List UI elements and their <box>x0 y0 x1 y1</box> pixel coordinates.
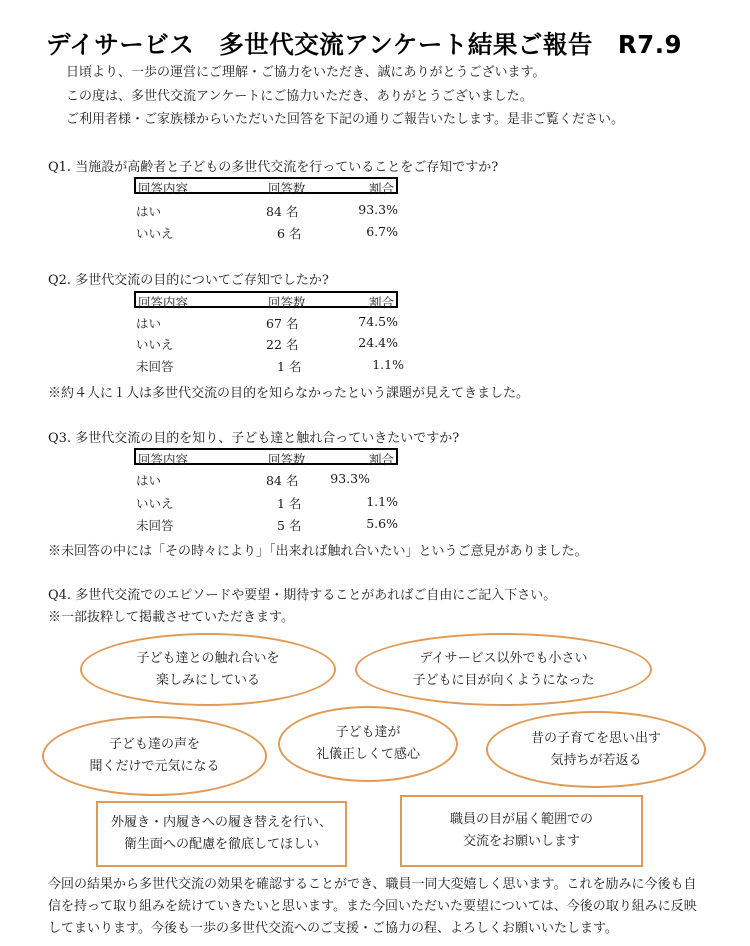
intro-line-2: この度は、多世代交流アンケートにご協力いただき、ありがとうございました。 <box>66 89 533 104</box>
row-count: 6 名 <box>277 226 302 241</box>
row-label: はい <box>136 473 162 488</box>
row-label: いいえ <box>136 496 174 511</box>
row-count: 22 名 <box>266 337 299 352</box>
row-ratio: 24.4% <box>358 335 398 350</box>
header-ratio: 割合 <box>368 295 394 310</box>
intro-line-1: 日頃より、一歩の運営にご理解・ご協力をいただき、誠にありがとうございます。 <box>66 65 546 80</box>
header-ratio: 割合 <box>368 452 394 467</box>
q2-note: ※約４人に１人は多世代交流の目的を知らなかったという課題が見えてきました。 <box>48 386 530 401</box>
row-ratio: 1.1% <box>366 494 398 509</box>
table-row <box>134 494 414 512</box>
table-row <box>134 202 414 220</box>
row-label: はい <box>136 316 162 331</box>
table-row <box>134 471 414 489</box>
q3-table-header <box>134 448 398 465</box>
table-row <box>134 516 414 534</box>
q4-note: ※一部抜粋して掲載させていただきます。 <box>48 610 294 625</box>
row-label: 未回答 <box>136 359 174 374</box>
row-count: 67 名 <box>266 316 299 331</box>
row-ratio: 1.1% <box>372 357 404 372</box>
header-content: 回答内容 <box>138 295 189 310</box>
row-ratio: 6.7% <box>366 224 398 239</box>
row-ratio: 74.5% <box>358 314 398 329</box>
header-content: 回答内容 <box>138 181 189 196</box>
q1-table-header <box>134 177 398 194</box>
row-ratio: 93.3% <box>330 471 370 486</box>
comment-bubble: 子ども達との触れ合いを 楽しみにしている <box>80 633 336 706</box>
q3-question: Q3. 多世代交流の目的を知り、子ども達と触れ合っていきたいですか? <box>48 431 460 446</box>
row-count: 1 名 <box>277 359 302 374</box>
q4-question: Q4. 多世代交流でのエピソードや要望・期待することがあればご自由にご記入下さい。 <box>48 588 557 603</box>
closing-message: 今回の結果から多世代交流の効果を確認することができ、職員一同大変嬉しく思います。これを励みに今後も自信を持って取り組みを続けていきたいと思います。また今回いただいた要望については、今後の取り組みに反映してまいります。今後も一歩の多世代交流へのご支援・ご協力の程、よろしくお願いいたします。 <box>48 877 697 936</box>
row-label: いいえ <box>136 337 174 352</box>
row-label: 未回答 <box>136 518 174 533</box>
table-row <box>134 224 414 242</box>
table-row <box>134 357 414 375</box>
comment-bubble: 子ども達の声を 聞くだけで元気になる <box>42 716 267 796</box>
header-count: 回答数 <box>268 181 306 196</box>
table-row <box>134 314 414 332</box>
row-label: いいえ <box>136 226 174 241</box>
header-content: 回答内容 <box>138 452 189 467</box>
q1-question: Q1. 当施設が高齢者と子どもの多世代交流を行っていることをご存知ですか? <box>48 160 499 175</box>
row-ratio: 93.3% <box>358 202 398 217</box>
row-count: 1 名 <box>277 496 302 511</box>
comment-bubble: 子ども達が 礼儀正しくて感心 <box>278 706 458 782</box>
header-ratio: 割合 <box>368 181 394 196</box>
comment-bubble: デイサービス以外でも小さい 子どもに目が向くようになった <box>355 633 652 706</box>
q3-note: ※未回答の中には「その時々により」「出来れば触れ合いたい」というご意見がありました。 <box>48 544 588 559</box>
report-title: デイサービス 多世代交流アンケート結果ご報告 R7.9 <box>46 30 683 59</box>
header-count: 回答数 <box>268 295 306 310</box>
row-count: 84 名 <box>266 473 299 488</box>
table-row <box>134 335 414 353</box>
header-count: 回答数 <box>268 452 306 467</box>
row-ratio: 5.6% <box>366 516 398 531</box>
row-count: 84 名 <box>266 204 299 219</box>
q2-table-header <box>134 291 398 308</box>
q2-question: Q2. 多世代交流の目的についてご存知でしたか? <box>48 273 329 288</box>
row-label: はい <box>136 204 162 219</box>
intro-line-3: ご利用者様・ご家族様からいただいた回答を下記の通りご報告いたします。是非ご覧ください。 <box>66 112 624 127</box>
comment-bubble: 昔の子育てを思い出す 気持ちが若返る <box>486 711 706 788</box>
request-box: 外履き・内履きへの履き替えを行い、 衛生面への配慮を徹底してほしい <box>96 801 347 867</box>
request-box: 職員の目が届く範囲での 交流をお願いします <box>400 795 643 867</box>
row-count: 5 名 <box>277 518 302 533</box>
